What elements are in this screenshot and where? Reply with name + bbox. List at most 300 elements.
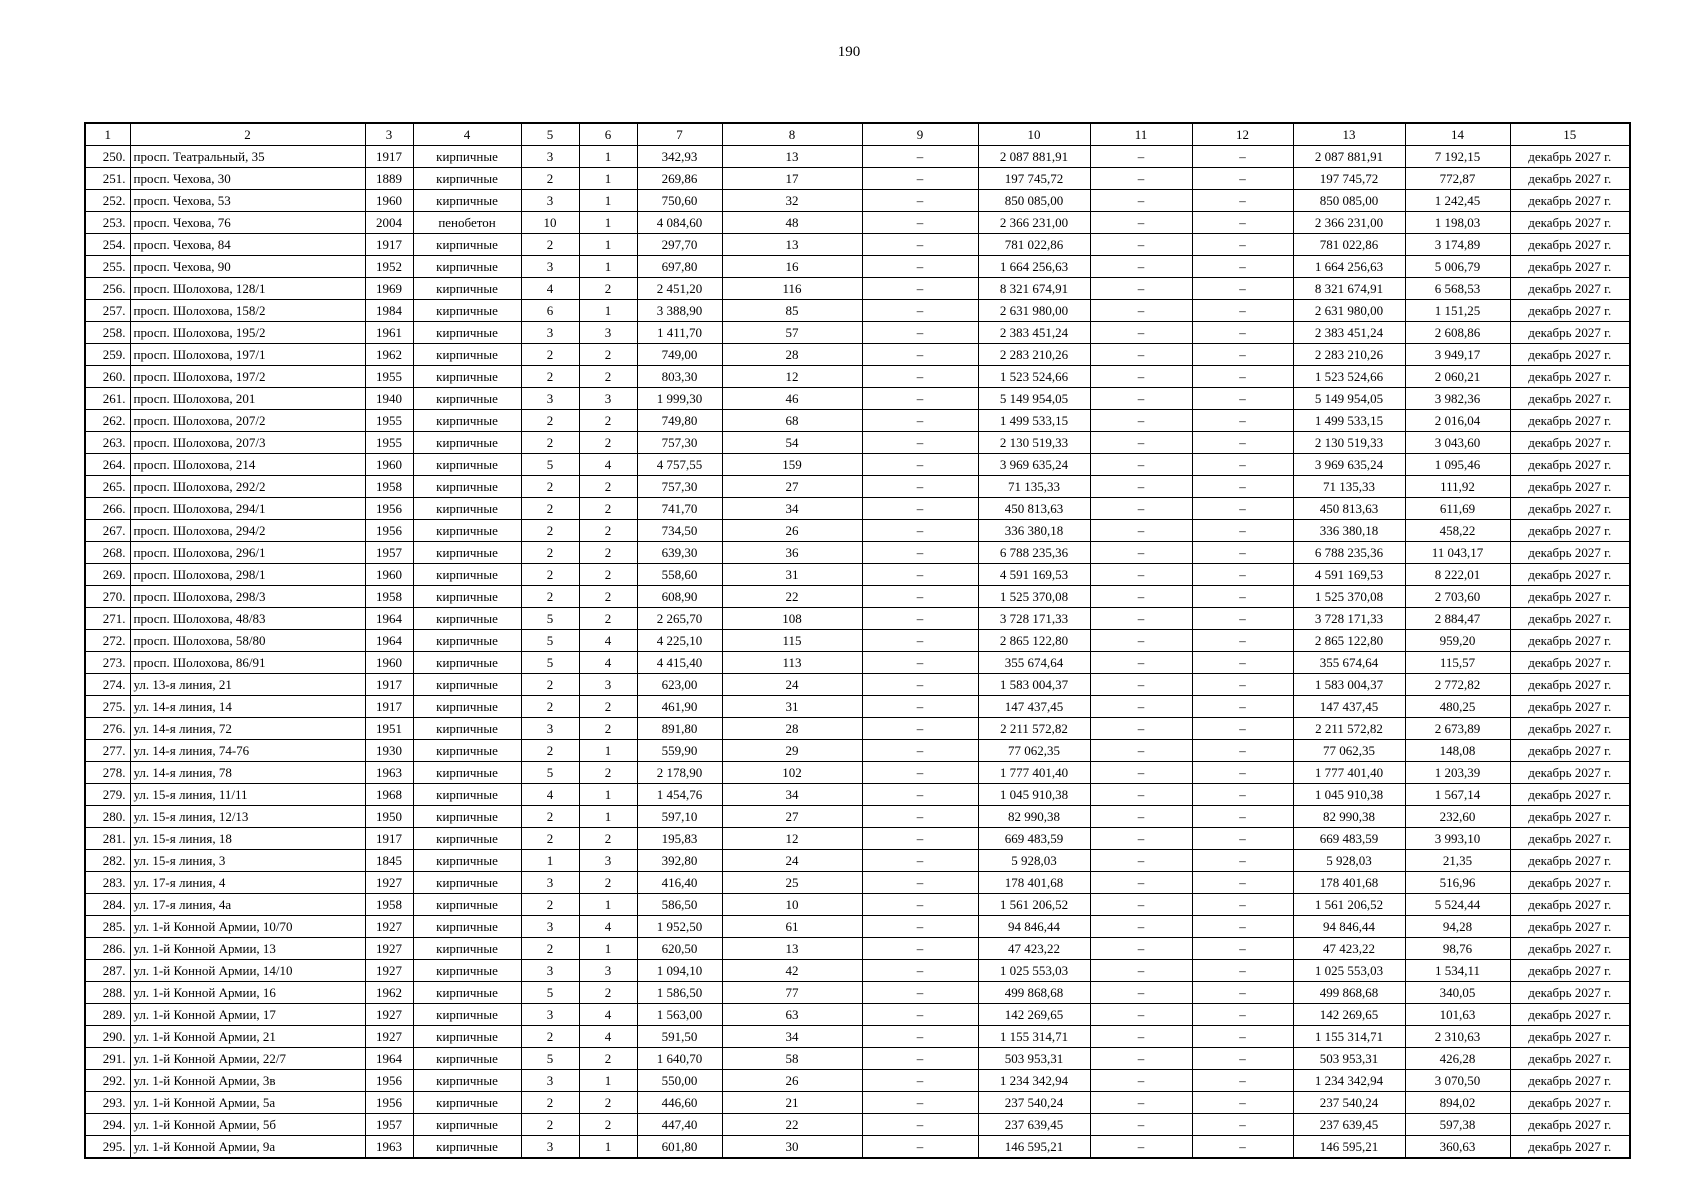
cell-wall-material: кирпичные xyxy=(413,916,521,938)
cell-col-12: – xyxy=(1192,388,1293,410)
cell-col-11: – xyxy=(1090,190,1192,212)
cell-cost-per-unit: 2 703,60 xyxy=(1405,586,1510,608)
cell-cost: 1 025 553,03 xyxy=(978,960,1090,982)
cell-entrances: 2 xyxy=(579,498,637,520)
cell-address: ул. 17-я линия, 4а xyxy=(130,894,365,916)
cell-cost-per-unit: 1 095,46 xyxy=(1405,454,1510,476)
cell-floors: 4 xyxy=(521,278,579,300)
cell-floors: 3 xyxy=(521,960,579,982)
cell-residents: 17 xyxy=(722,168,862,190)
cell-entrances: 2 xyxy=(579,982,637,1004)
cell-wall-material: кирпичные xyxy=(413,894,521,916)
cell-wall-material: кирпичные xyxy=(413,674,521,696)
cell-area: 558,60 xyxy=(637,564,722,586)
table-row xyxy=(85,982,1630,1004)
cell-year-built: 1927 xyxy=(365,960,413,982)
cell-cost: 82 990,38 xyxy=(978,806,1090,828)
cell-deadline: декабрь 2027 г. xyxy=(1510,234,1630,256)
cell-col-12: – xyxy=(1192,982,1293,1004)
cell-deadline: декабрь 2027 г. xyxy=(1510,828,1630,850)
housing-register-table xyxy=(84,122,1631,1159)
cell-cost: 450 813,63 xyxy=(978,498,1090,520)
cell-row-number: 273. xyxy=(85,652,130,674)
cell-cost: 2 283 210,26 xyxy=(978,344,1090,366)
cell-col-11: – xyxy=(1090,938,1192,960)
cell-col-11: – xyxy=(1090,432,1192,454)
cell-address: просп. Шолохова, 207/2 xyxy=(130,410,365,432)
cell-col-11: – xyxy=(1090,1070,1192,1092)
cell-year-built: 1845 xyxy=(365,850,413,872)
cell-col-9: – xyxy=(862,586,978,608)
cell-col-9: – xyxy=(862,762,978,784)
cell-cost-per-unit: 115,57 xyxy=(1405,652,1510,674)
cell-wall-material: кирпичные xyxy=(413,300,521,322)
cell-col-12: – xyxy=(1192,146,1293,168)
cell-col-9: – xyxy=(862,1114,978,1136)
cell-col-12: – xyxy=(1192,784,1293,806)
cell-floors: 4 xyxy=(521,784,579,806)
cell-col-12: – xyxy=(1192,652,1293,674)
cell-cost-per-unit: 1 203,39 xyxy=(1405,762,1510,784)
cell-area: 461,90 xyxy=(637,696,722,718)
cell-cost: 5 149 954,05 xyxy=(978,388,1090,410)
cell-year-built: 1940 xyxy=(365,388,413,410)
cell-residents: 108 xyxy=(722,608,862,630)
cell-year-built: 1889 xyxy=(365,168,413,190)
cell-address: ул. 15-я линия, 12/13 xyxy=(130,806,365,828)
cell-area: 591,50 xyxy=(637,1026,722,1048)
cell-address: ул. 15-я линия, 18 xyxy=(130,828,365,850)
cell-year-built: 1917 xyxy=(365,234,413,256)
cell-year-built: 1930 xyxy=(365,740,413,762)
cell-col-12: – xyxy=(1192,828,1293,850)
cell-col-12: – xyxy=(1192,322,1293,344)
cell-wall-material: кирпичные xyxy=(413,190,521,212)
cell-wall-material: кирпичные xyxy=(413,234,521,256)
cell-col-11: – xyxy=(1090,1026,1192,1048)
cell-deadline: декабрь 2027 г. xyxy=(1510,322,1630,344)
cell-col-12: – xyxy=(1192,476,1293,498)
cell-wall-material: кирпичные xyxy=(413,410,521,432)
cell-cost-per-unit: 111,92 xyxy=(1405,476,1510,498)
table-row xyxy=(85,168,1630,190)
cell-floors: 6 xyxy=(521,300,579,322)
cell-col-9: – xyxy=(862,498,978,520)
cell-year-built: 1957 xyxy=(365,1114,413,1136)
cell-floors: 1 xyxy=(521,850,579,872)
cell-area: 1 454,76 xyxy=(637,784,722,806)
cell-residents: 13 xyxy=(722,234,862,256)
cell-residents: 54 xyxy=(722,432,862,454)
cell-wall-material: кирпичные xyxy=(413,344,521,366)
cell-wall-material: кирпичные xyxy=(413,432,521,454)
cell-col-12: – xyxy=(1192,960,1293,982)
cell-col-11: – xyxy=(1090,806,1192,828)
cell-col-12: – xyxy=(1192,256,1293,278)
cell-cost-per-unit: 340,05 xyxy=(1405,982,1510,1004)
cell-address: просп. Шолохова, 292/2 xyxy=(130,476,365,498)
cell-cost-per-unit: 5 524,44 xyxy=(1405,894,1510,916)
cell-floors: 2 xyxy=(521,586,579,608)
cell-col-9: – xyxy=(862,1070,978,1092)
cell-col-9: – xyxy=(862,388,978,410)
cell-col-12: – xyxy=(1192,190,1293,212)
cell-cost: 1 499 533,15 xyxy=(978,410,1090,432)
table-row xyxy=(85,190,1630,212)
cell-col-12: – xyxy=(1192,850,1293,872)
cell-floors: 2 xyxy=(521,674,579,696)
cell-area: 1 999,30 xyxy=(637,388,722,410)
cell-row-number: 279. xyxy=(85,784,130,806)
cell-wall-material: кирпичные xyxy=(413,608,521,630)
cell-entrances: 1 xyxy=(579,256,637,278)
cell-col-9: – xyxy=(862,300,978,322)
cell-row-number: 292. xyxy=(85,1070,130,1092)
cell-year-built: 1963 xyxy=(365,1136,413,1159)
cell-cost: 197 745,72 xyxy=(978,168,1090,190)
cell-col-11: – xyxy=(1090,718,1192,740)
cell-col-11: – xyxy=(1090,454,1192,476)
column-number-2: 2 xyxy=(130,123,365,146)
cell-col-12: – xyxy=(1192,608,1293,630)
cell-floors: 2 xyxy=(521,564,579,586)
cell-year-built: 1962 xyxy=(365,344,413,366)
cell-floors: 2 xyxy=(521,366,579,388)
cell-total-cost: 355 674,64 xyxy=(1293,652,1405,674)
cell-deadline: декабрь 2027 г. xyxy=(1510,1092,1630,1114)
cell-area: 446,60 xyxy=(637,1092,722,1114)
cell-total-cost: 1 523 524,66 xyxy=(1293,366,1405,388)
cell-col-9: – xyxy=(862,696,978,718)
cell-address: ул. 1-й Конной Армии, 9а xyxy=(130,1136,365,1159)
cell-year-built: 1956 xyxy=(365,498,413,520)
cell-col-11: – xyxy=(1090,476,1192,498)
cell-total-cost: 499 868,68 xyxy=(1293,982,1405,1004)
cell-cost-per-unit: 21,35 xyxy=(1405,850,1510,872)
table-row xyxy=(85,652,1630,674)
table-row xyxy=(85,1136,1630,1159)
cell-floors: 5 xyxy=(521,1048,579,1070)
cell-address: ул. 17-я линия, 4 xyxy=(130,872,365,894)
cell-area: 803,30 xyxy=(637,366,722,388)
cell-col-9: – xyxy=(862,894,978,916)
cell-col-12: – xyxy=(1192,806,1293,828)
table-row xyxy=(85,278,1630,300)
cell-year-built: 1957 xyxy=(365,542,413,564)
cell-entrances: 2 xyxy=(579,586,637,608)
cell-total-cost: 4 591 169,53 xyxy=(1293,564,1405,586)
cell-deadline: декабрь 2027 г. xyxy=(1510,608,1630,630)
cell-address: просп. Шолохова, 298/1 xyxy=(130,564,365,586)
cell-cost: 6 788 235,36 xyxy=(978,542,1090,564)
cell-col-9: – xyxy=(862,630,978,652)
table-row xyxy=(85,212,1630,234)
cell-year-built: 1964 xyxy=(365,1048,413,1070)
cell-col-11: – xyxy=(1090,784,1192,806)
cell-cost-per-unit: 2 772,82 xyxy=(1405,674,1510,696)
cell-row-number: 274. xyxy=(85,674,130,696)
cell-area: 4 084,60 xyxy=(637,212,722,234)
cell-residents: 13 xyxy=(722,146,862,168)
table-row xyxy=(85,850,1630,872)
cell-deadline: декабрь 2027 г. xyxy=(1510,454,1630,476)
cell-deadline: декабрь 2027 г. xyxy=(1510,300,1630,322)
cell-residents: 28 xyxy=(722,718,862,740)
cell-address: просп. Шолохова, 296/1 xyxy=(130,542,365,564)
cell-total-cost: 1 525 370,08 xyxy=(1293,586,1405,608)
cell-total-cost: 77 062,35 xyxy=(1293,740,1405,762)
cell-year-built: 1969 xyxy=(365,278,413,300)
column-number-12: 12 xyxy=(1192,123,1293,146)
cell-residents: 31 xyxy=(722,696,862,718)
cell-floors: 3 xyxy=(521,256,579,278)
cell-address: просп. Шолохова, 128/1 xyxy=(130,278,365,300)
column-number-5: 5 xyxy=(521,123,579,146)
table-row xyxy=(85,828,1630,850)
cell-entrances: 4 xyxy=(579,630,637,652)
table-row xyxy=(85,806,1630,828)
cell-area: 608,90 xyxy=(637,586,722,608)
cell-floors: 3 xyxy=(521,1136,579,1159)
cell-deadline: декабрь 2027 г. xyxy=(1510,784,1630,806)
cell-residents: 48 xyxy=(722,212,862,234)
cell-col-9: – xyxy=(862,806,978,828)
table-row xyxy=(85,520,1630,542)
cell-col-11: – xyxy=(1090,630,1192,652)
table-row xyxy=(85,454,1630,476)
cell-floors: 3 xyxy=(521,872,579,894)
cell-col-12: – xyxy=(1192,498,1293,520)
cell-year-built: 1964 xyxy=(365,630,413,652)
cell-cost: 2 130 519,33 xyxy=(978,432,1090,454)
cell-address: ул. 1-й Конной Армии, 22/7 xyxy=(130,1048,365,1070)
cell-col-12: – xyxy=(1192,916,1293,938)
cell-row-number: 284. xyxy=(85,894,130,916)
cell-area: 639,30 xyxy=(637,542,722,564)
cell-col-9: – xyxy=(862,432,978,454)
cell-total-cost: 2 865 122,80 xyxy=(1293,630,1405,652)
cell-col-12: – xyxy=(1192,344,1293,366)
cell-cost: 781 022,86 xyxy=(978,234,1090,256)
cell-wall-material: кирпичные xyxy=(413,740,521,762)
cell-year-built: 2004 xyxy=(365,212,413,234)
cell-total-cost: 8 321 674,91 xyxy=(1293,278,1405,300)
table-row xyxy=(85,696,1630,718)
cell-entrances: 1 xyxy=(579,190,637,212)
table-row xyxy=(85,740,1630,762)
cell-residents: 34 xyxy=(722,1026,862,1048)
cell-residents: 115 xyxy=(722,630,862,652)
cell-entrances: 2 xyxy=(579,1114,637,1136)
cell-entrances: 2 xyxy=(579,828,637,850)
cell-residents: 13 xyxy=(722,938,862,960)
cell-cost-per-unit: 426,28 xyxy=(1405,1048,1510,1070)
cell-residents: 116 xyxy=(722,278,862,300)
cell-row-number: 283. xyxy=(85,872,130,894)
cell-residents: 30 xyxy=(722,1136,862,1159)
cell-col-11: – xyxy=(1090,1092,1192,1114)
cell-entrances: 2 xyxy=(579,278,637,300)
cell-col-11: – xyxy=(1090,674,1192,696)
cell-area: 392,80 xyxy=(637,850,722,872)
cell-total-cost: 1 045 910,38 xyxy=(1293,784,1405,806)
cell-row-number: 285. xyxy=(85,916,130,938)
table-row xyxy=(85,1114,1630,1136)
cell-col-12: – xyxy=(1192,234,1293,256)
cell-cost: 5 928,03 xyxy=(978,850,1090,872)
table-row xyxy=(85,300,1630,322)
cell-row-number: 293. xyxy=(85,1092,130,1114)
cell-year-built: 1960 xyxy=(365,190,413,212)
cell-col-9: – xyxy=(862,344,978,366)
cell-address: ул. 1-й Конной Армии, 17 xyxy=(130,1004,365,1026)
cell-row-number: 276. xyxy=(85,718,130,740)
cell-cost: 237 540,24 xyxy=(978,1092,1090,1114)
cell-row-number: 252. xyxy=(85,190,130,212)
cell-col-12: – xyxy=(1192,300,1293,322)
cell-total-cost: 1 234 342,94 xyxy=(1293,1070,1405,1092)
cell-address: просп. Шолохова, 58/80 xyxy=(130,630,365,652)
cell-entrances: 1 xyxy=(579,806,637,828)
cell-year-built: 1958 xyxy=(365,476,413,498)
cell-floors: 2 xyxy=(521,806,579,828)
cell-col-11: – xyxy=(1090,740,1192,762)
cell-residents: 26 xyxy=(722,520,862,542)
column-number-3: 3 xyxy=(365,123,413,146)
cell-address: просп. Шолохова, 197/1 xyxy=(130,344,365,366)
cell-deadline: декабрь 2027 г. xyxy=(1510,564,1630,586)
cell-col-11: – xyxy=(1090,696,1192,718)
cell-area: 1 952,50 xyxy=(637,916,722,938)
cell-total-cost: 2 130 519,33 xyxy=(1293,432,1405,454)
cell-col-12: – xyxy=(1192,1136,1293,1159)
cell-col-12: – xyxy=(1192,542,1293,564)
cell-address: просп. Шолохова, 195/2 xyxy=(130,322,365,344)
cell-col-9: – xyxy=(862,608,978,630)
cell-area: 734,50 xyxy=(637,520,722,542)
column-number-15: 15 xyxy=(1510,123,1630,146)
cell-cost-per-unit: 516,96 xyxy=(1405,872,1510,894)
cell-year-built: 1955 xyxy=(365,410,413,432)
cell-cost: 355 674,64 xyxy=(978,652,1090,674)
cell-col-9: – xyxy=(862,542,978,564)
cell-cost-per-unit: 3 070,50 xyxy=(1405,1070,1510,1092)
cell-row-number: 291. xyxy=(85,1048,130,1070)
cell-entrances: 3 xyxy=(579,850,637,872)
cell-address: ул. 14-я линия, 72 xyxy=(130,718,365,740)
cell-area: 1 094,10 xyxy=(637,960,722,982)
cell-cost-per-unit: 5 006,79 xyxy=(1405,256,1510,278)
cell-area: 741,70 xyxy=(637,498,722,520)
cell-area: 1 563,00 xyxy=(637,1004,722,1026)
column-number-6: 6 xyxy=(579,123,637,146)
cell-cost-per-unit: 3 982,36 xyxy=(1405,388,1510,410)
cell-cost-per-unit: 894,02 xyxy=(1405,1092,1510,1114)
cell-address: ул. 13-я линия, 21 xyxy=(130,674,365,696)
cell-wall-material: кирпичные xyxy=(413,388,521,410)
cell-area: 3 388,90 xyxy=(637,300,722,322)
cell-entrances: 2 xyxy=(579,432,637,454)
cell-wall-material: кирпичные xyxy=(413,696,521,718)
cell-deadline: декабрь 2027 г. xyxy=(1510,168,1630,190)
cell-floors: 3 xyxy=(521,1070,579,1092)
cell-floors: 2 xyxy=(521,344,579,366)
cell-entrances: 1 xyxy=(579,784,637,806)
cell-cost: 3 728 171,33 xyxy=(978,608,1090,630)
cell-col-9: – xyxy=(862,872,978,894)
cell-wall-material: кирпичные xyxy=(413,1114,521,1136)
cell-col-12: – xyxy=(1192,278,1293,300)
cell-row-number: 282. xyxy=(85,850,130,872)
column-number-7: 7 xyxy=(637,123,722,146)
page-number: 190 xyxy=(837,44,861,60)
cell-year-built: 1917 xyxy=(365,828,413,850)
cell-cost-per-unit: 360,63 xyxy=(1405,1136,1510,1159)
cell-wall-material: кирпичные xyxy=(413,1092,521,1114)
cell-row-number: 288. xyxy=(85,982,130,1004)
cell-area: 550,00 xyxy=(637,1070,722,1092)
cell-residents: 102 xyxy=(722,762,862,784)
cell-floors: 2 xyxy=(521,740,579,762)
cell-col-9: – xyxy=(862,168,978,190)
cell-area: 891,80 xyxy=(637,718,722,740)
cell-entrances: 2 xyxy=(579,542,637,564)
table-row xyxy=(85,234,1630,256)
cell-col-9: – xyxy=(862,850,978,872)
cell-wall-material: кирпичные xyxy=(413,1004,521,1026)
cell-wall-material: кирпичные xyxy=(413,828,521,850)
cell-deadline: декабрь 2027 г. xyxy=(1510,410,1630,432)
cell-col-11: – xyxy=(1090,300,1192,322)
cell-area: 750,60 xyxy=(637,190,722,212)
cell-col-9: – xyxy=(862,476,978,498)
cell-entrances: 1 xyxy=(579,1070,637,1092)
cell-year-built: 1956 xyxy=(365,1070,413,1092)
cell-cost-per-unit: 1 567,14 xyxy=(1405,784,1510,806)
cell-floors: 2 xyxy=(521,938,579,960)
cell-col-11: – xyxy=(1090,608,1192,630)
table-row xyxy=(85,674,1630,696)
cell-floors: 3 xyxy=(521,388,579,410)
cell-row-number: 251. xyxy=(85,168,130,190)
cell-cost-per-unit: 3 174,89 xyxy=(1405,234,1510,256)
cell-address: просп. Чехова, 53 xyxy=(130,190,365,212)
cell-floors: 3 xyxy=(521,718,579,740)
cell-area: 601,80 xyxy=(637,1136,722,1159)
cell-total-cost: 2 383 451,24 xyxy=(1293,322,1405,344)
cell-cost-per-unit: 1 198,03 xyxy=(1405,212,1510,234)
cell-col-11: – xyxy=(1090,234,1192,256)
cell-wall-material: кирпичные xyxy=(413,1136,521,1159)
cell-col-12: – xyxy=(1192,1114,1293,1136)
cell-floors: 5 xyxy=(521,652,579,674)
cell-year-built: 1960 xyxy=(365,652,413,674)
cell-residents: 12 xyxy=(722,828,862,850)
cell-col-9: – xyxy=(862,1092,978,1114)
cell-deadline: декабрь 2027 г. xyxy=(1510,256,1630,278)
cell-col-11: – xyxy=(1090,564,1192,586)
cell-total-cost: 47 423,22 xyxy=(1293,938,1405,960)
cell-year-built: 1956 xyxy=(365,1092,413,1114)
cell-total-cost: 5 149 954,05 xyxy=(1293,388,1405,410)
cell-col-11: – xyxy=(1090,520,1192,542)
cell-total-cost: 2 087 881,91 xyxy=(1293,146,1405,168)
cell-cost: 142 269,65 xyxy=(978,1004,1090,1026)
cell-floors: 2 xyxy=(521,542,579,564)
cell-cost: 2 211 572,82 xyxy=(978,718,1090,740)
cell-cost-per-unit: 2 310,63 xyxy=(1405,1026,1510,1048)
cell-year-built: 1958 xyxy=(365,586,413,608)
